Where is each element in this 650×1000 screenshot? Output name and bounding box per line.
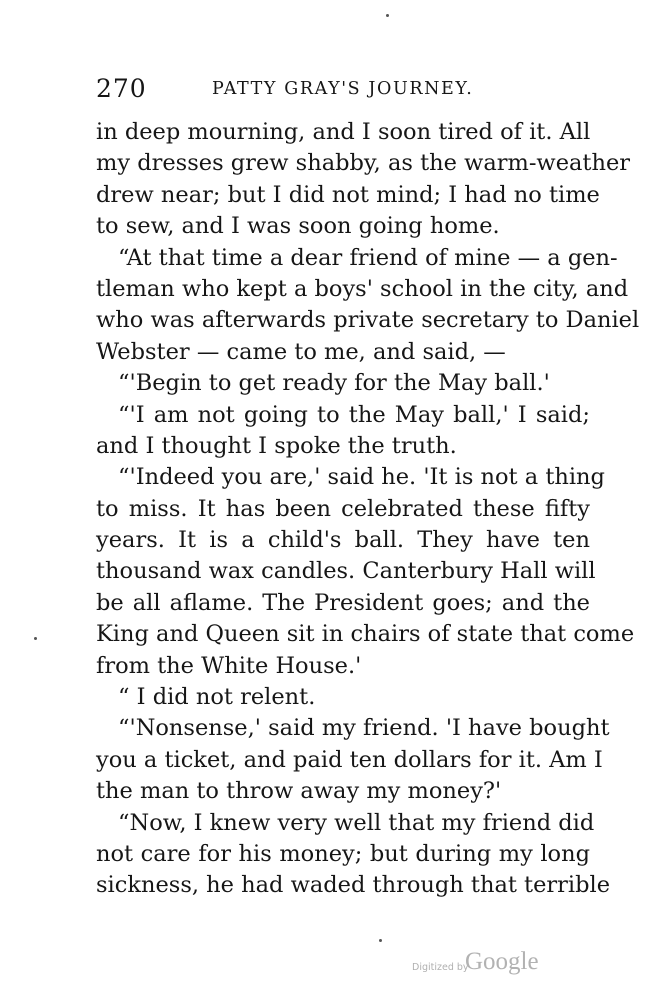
text-line: thousand wax candles. Canterbury Hall will [96, 558, 596, 585]
text-line: in deep mourning, and I soon tired of it. All [96, 119, 591, 145]
digitization-watermark [412, 948, 562, 978]
text-line: “Now, I knew very well that my friend did [118, 809, 595, 836]
text-line: you a ticket, and paid ten dollars for it. Am I [96, 746, 603, 773]
text-line: my dresses grew shabby, as the warm-weather [96, 150, 631, 177]
digitized-by-label: Digitized by [412, 962, 469, 973]
page-number: 270 [96, 74, 147, 103]
paper-speck-margin [34, 637, 37, 640]
paper-speck-top [386, 14, 389, 17]
text-line: from the White House.' [96, 652, 362, 679]
text-line: “'Nonsense,' said my friend. 'I have bought [118, 715, 610, 742]
text-line: the man to throw away my money?' [96, 778, 502, 805]
text-line: to sew, and I was soon going home. [96, 213, 500, 240]
text-line: who was afterwards private secretary to Daniel [96, 307, 640, 334]
text-line: “'Begin to get ready for the May ball.' [118, 370, 550, 397]
text-line: to miss. It has been celebrated these fifty [96, 495, 590, 522]
running-title: PATTY GRAY'S JOURNEY. [212, 79, 474, 99]
text-line: tleman who kept a boys' school in the city, and [96, 275, 629, 302]
text-line: “ I did not relent. [118, 684, 316, 711]
page-header [0, 70, 650, 110]
text-line: years. It is a child's ball. They have ten [96, 527, 590, 554]
text-line: “At that time a dear friend of mine — a gen- [118, 244, 618, 271]
text-line: not care for his money; but during my long [96, 840, 590, 867]
body-text [96, 117, 640, 902]
text-line: “'Indeed you are,' said he. 'It is not a thing [118, 464, 605, 491]
text-line: “'I am not going to the May ball,' I said; [118, 401, 590, 428]
text-line: be all aflame. The President goes; and the [96, 589, 590, 616]
paper-speck-bottom [379, 939, 382, 942]
google-logo: Google [465, 948, 539, 975]
text-line: King and Queen sit in chairs of state that come [96, 621, 635, 648]
text-line: drew near; but I did not mind; I had no time [96, 181, 600, 208]
text-line: Webster — came to me, and said, — [96, 338, 506, 365]
text-line: sickness, he had waded through that terrible [96, 872, 611, 899]
text-line: and I thought I spoke the truth. [96, 432, 457, 459]
